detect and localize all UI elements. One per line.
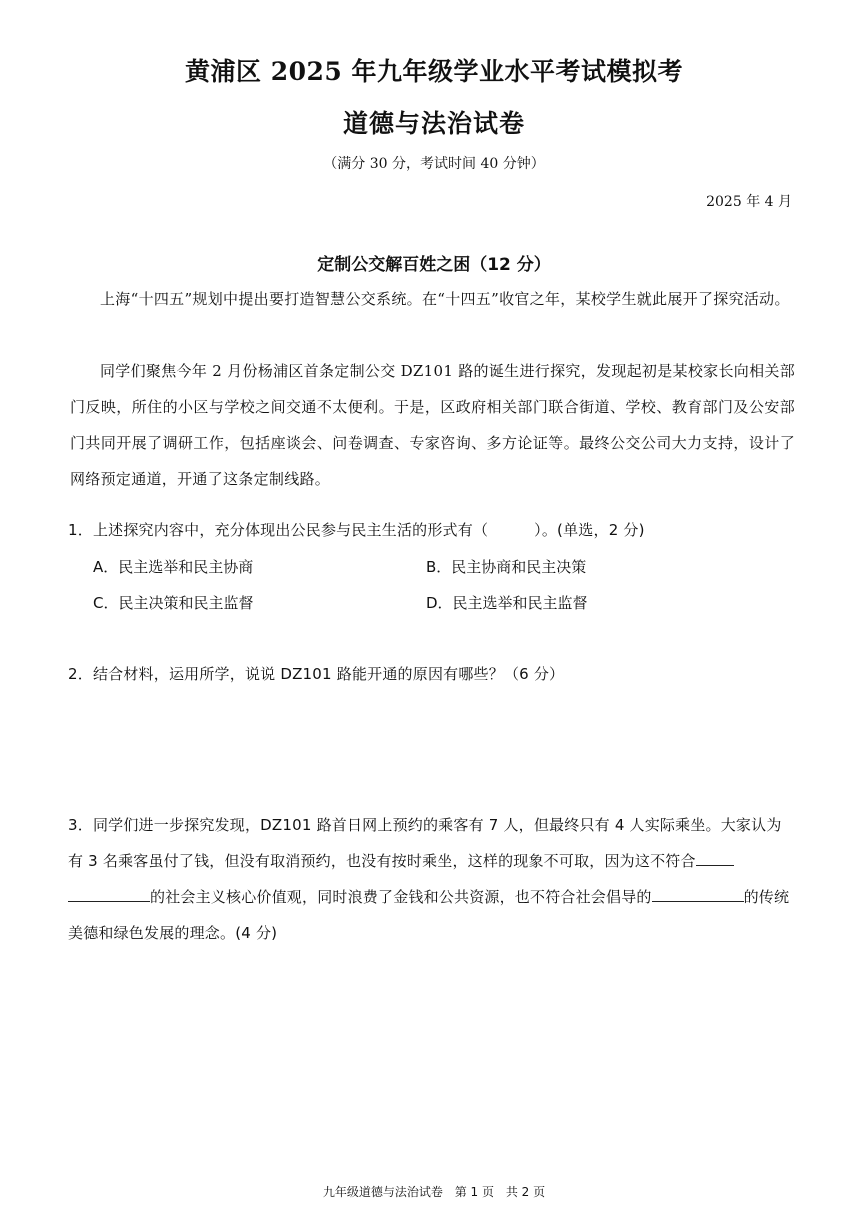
question-1-stem-after: ）。(单选，2 分) xyxy=(534,521,645,539)
footer-exam-name: 九年级道德与法治试卷 xyxy=(322,1185,443,1199)
question-3-blank-1b[interactable] xyxy=(68,887,150,902)
exam-subtitle: 道德与法治试卷 xyxy=(342,109,525,138)
option-b: B．民主协商和民主决策 xyxy=(426,558,587,576)
question-3-blank-1a[interactable] xyxy=(696,851,734,866)
option-a: A．民主选举和民主协商 xyxy=(93,558,254,576)
section-title: 定制公交解百姓之困（12 分） xyxy=(317,255,551,275)
material-paragraph-2: 同学们聚焦今年 2 月份杨浦区首条定制公交 DZ101 路的诞生进行探究，发现起初是某校家长向相关部门反映，所住的小区与学校之间交通不太便利。于是，区政府相关部门联合街道、学校、教育部门及公安部门共同开展了调研工作，包括座谈会、问卷调查、专家咨询、多方论证等。最终公交公司大力支持，设计了网络预定通道，开通了这条定制线路。 xyxy=(70,362,795,488)
question-1-stem-before: 1．上述探究内容中，充分体现出公民参与民主生活的形式有（ xyxy=(68,521,489,539)
option-c: C．民主决策和民主监督 xyxy=(93,594,254,612)
exam-title: 黄浦区 2025 年九年级学业水平考试模拟考 xyxy=(185,57,683,86)
question-1 xyxy=(68,519,796,540)
material-paragraph-1: 上海“十四五”规划中提出要打造智慧公交系统。在“十四五”收官之年，某校学生就此展开了探究活动。 xyxy=(100,290,790,308)
question-2: 2．结合材料，运用所学，说说 DZ101 路能开通的原因有哪些？（6 分） xyxy=(68,665,565,683)
question-3-blank-2[interactable] xyxy=(652,887,744,902)
question-3 xyxy=(68,807,796,951)
option-d: D．民主选举和民主监督 xyxy=(426,594,588,612)
page-footer xyxy=(0,1183,868,1200)
question-3-part-2: 的社会主义核心价值观，同时浪费了金钱和公共资源，也不符合社会倡导的 xyxy=(150,888,652,906)
footer-page-number: 第 1 页 xyxy=(454,1185,494,1199)
question-3-part-1: 3．同学们进一步探究发现，DZ101 路首日网上预约的乘客有 7 人，但最终只有 4 人实际乘坐。大家认为有 3 名乘客虽付了钱，但没有取消预约，也没有按时乘坐，这样的现象不可取，因为这不符合 xyxy=(68,816,782,870)
question-3-part-3: 的传统美德和绿色发展的理念。(4 分) xyxy=(68,888,790,942)
exam-date: 2025 年 4 月 xyxy=(706,194,792,210)
footer-total-pages: 共 2 页 xyxy=(505,1185,546,1199)
exam-note: （满分 30 分，考试时间 40 分钟） xyxy=(323,156,545,172)
